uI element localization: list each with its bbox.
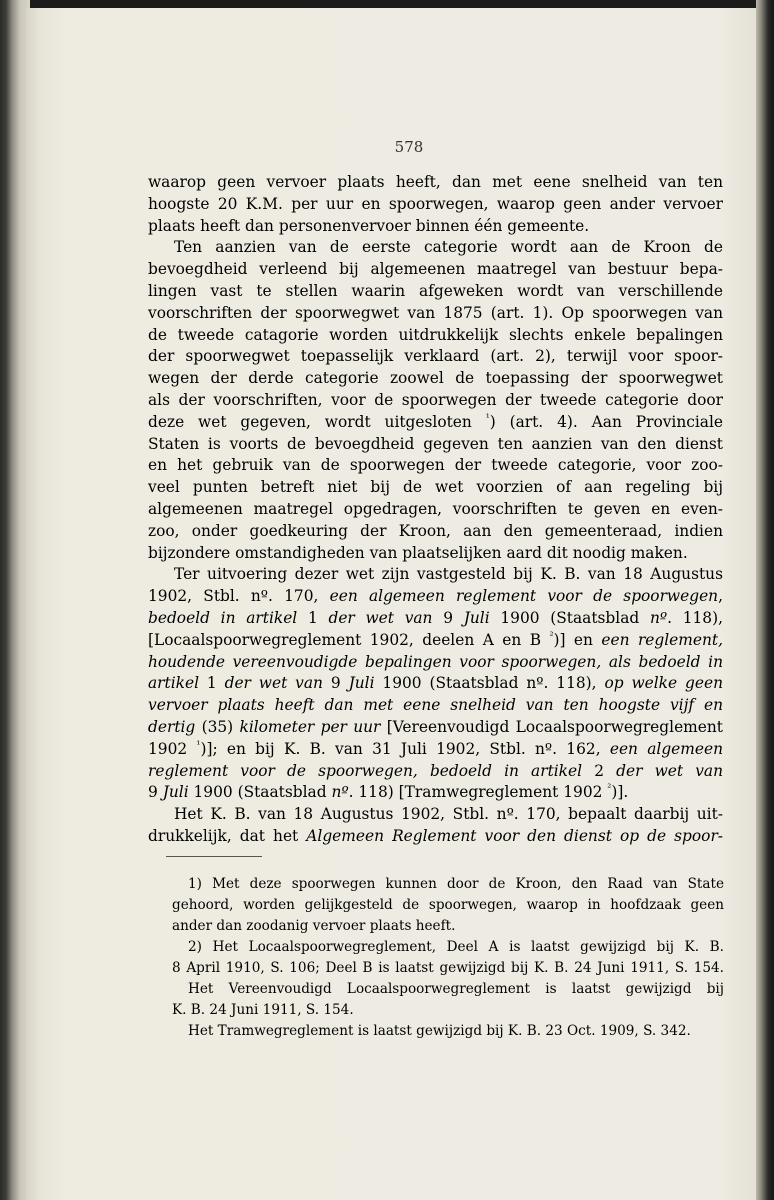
footnote-line: 1) Met deze spoorwegen kunnen door de Kroon, den Raad van State — [188, 876, 724, 892]
text-line: [Locaalspoorwegreglement 1902, deelen A en B $^{^2}$)] en een reglement, — [148, 630, 723, 649]
text-line: hoogste 20 K.M. per uur en spoorwegen, waarop geen ander vervoer — [148, 194, 723, 213]
text-line: plaats heeft dan personenvervoer binnen één gemeente. — [148, 216, 590, 235]
text-line: bijzondere omstandigheden van plaatselijken aard dit noodig maken. — [148, 543, 688, 562]
page-edge — [756, 0, 774, 1200]
text-line: houdende vereenvoudigde bepalingen voor spoorwegen, als bedoeld in — [148, 652, 723, 671]
text-line: en het gebruik van de spoorwegen der tweede categorie, voor zoo- — [148, 456, 723, 475]
text-line: Het K. B. van 18 Augustus 1902, Stbl. nº. 170, bepaalt daarbij uit- — [174, 805, 723, 824]
text-line: vervoer plaats heeft dan met eene snelheid van ten hoogste vijf en — [148, 696, 723, 715]
text-line: algemeenen maatregel opgedragen, voorschriften te geven en even- — [148, 499, 723, 518]
footnotes — [172, 874, 724, 1042]
text-line: artikel 1 der wet van 9 Juli 1900 (Staatsblad nº. 118), op welke geen — [148, 674, 723, 693]
text-line: Ten aanzien van de eerste categorie wordt aan de Kroon de — [174, 238, 723, 257]
footnote-line: K. B. 24 Juni 1911, S. 154. — [172, 1002, 354, 1018]
text-line: bevoegdheid verleend bij algemeenen maatregel van bestuur bepa- — [148, 260, 723, 279]
text-line: Staten is voorts de bevoegdheid gegeven ten aanzien van den dienst — [148, 434, 723, 453]
text-line: lingen vast te stellen waarin afgeweken wordt van verschillende — [148, 281, 723, 300]
text-line: 9 Juli 1900 (Staatsblad nº. 118) [Tramwegreglement 1902 $^{^2}$)]. — [148, 783, 629, 802]
footnote-line: ander dan zoodanig vervoer plaats heeft. — [172, 918, 456, 934]
text-line: zoo, onder goedkeuring der Kroon, aan den gemeenteraad, indien — [148, 521, 723, 540]
text-line: veel punten betreft niet bij de wet voorzien of aan regeling bij — [148, 478, 723, 497]
text-line: reglement voor de spoorwegen, bedoeld in artikel 2 der wet van — [148, 761, 723, 780]
footnote-line: 2) Het Locaalspoorwegreglement, Deel A is laatst gewijzigd bij K. B. — [188, 939, 724, 955]
text-line: de tweede catagorie worden uitdrukkelijk slechts enkele bepalingen — [148, 325, 723, 344]
text-line: 1902 $^{^1}$)]; en bij K. B. van 31 Juli 1902, Stbl. nº. 162, een algemeen — [148, 739, 724, 758]
text-line: bedoeld in artikel 1 der wet van 9 Juli 1900 (Staatsblad nº. 118), — [148, 608, 723, 627]
footnote-line: Het Vereenvoudigd Locaalspoorwegreglement is laatst gewijzigd bij — [188, 981, 724, 997]
text-line: deze wet gegeven, wordt uitgesloten $^{^1}$) (art. 4). Aan Provinciale — [148, 412, 723, 431]
text-line: dertig (35) kilometer per uur [Vereenvoudigd Locaalspoorwegreglement — [148, 717, 723, 736]
text-line: drukkelijk, dat het Algemeen Reglement voor den dienst op de spoor- — [148, 826, 723, 845]
text-line: wegen der derde categorie zoowel de toepassing der spoorwegwet — [148, 369, 723, 388]
footnote-divider — [166, 856, 262, 857]
text-line: voorschriften der spoorwegwet van 1875 (art. 1). Op spoorwegen van — [148, 303, 723, 322]
text-line: der spoorwegwet toepasselijk verklaard (art. 2), terwijl voor spoor- — [148, 347, 723, 366]
footnote-line: Het Tramwegreglement is laatst gewijzigd bij K. B. 23 Oct. 1909, S. 342. — [188, 1023, 691, 1039]
text-line: als der voorschriften, voor de spoorwegen der tweede categorie door — [148, 390, 723, 409]
text-line: 1902, Stbl. nº. 170, een algemeen reglement voor de spoorwegen, — [148, 587, 723, 606]
text-line: Ter uitvoering dezer wet zijn vastgesteld bij K. B. van 18 Augustus — [174, 565, 723, 584]
footnote-line: 8 April 1910, S. 106; Deel B is laatst gewijzigd bij K. B. 24 Juni 1911, S. 154. — [172, 960, 724, 976]
text-line: waarop geen vervoer plaats heeft, dan met eene snelheid van ten — [148, 173, 723, 191]
footnote-line: gehoord, worden gelijkgesteld de spoorwegen, waarop in hoofdzaak geen — [172, 897, 724, 913]
main-text — [148, 172, 723, 848]
page-number: 578 — [394, 138, 424, 156]
